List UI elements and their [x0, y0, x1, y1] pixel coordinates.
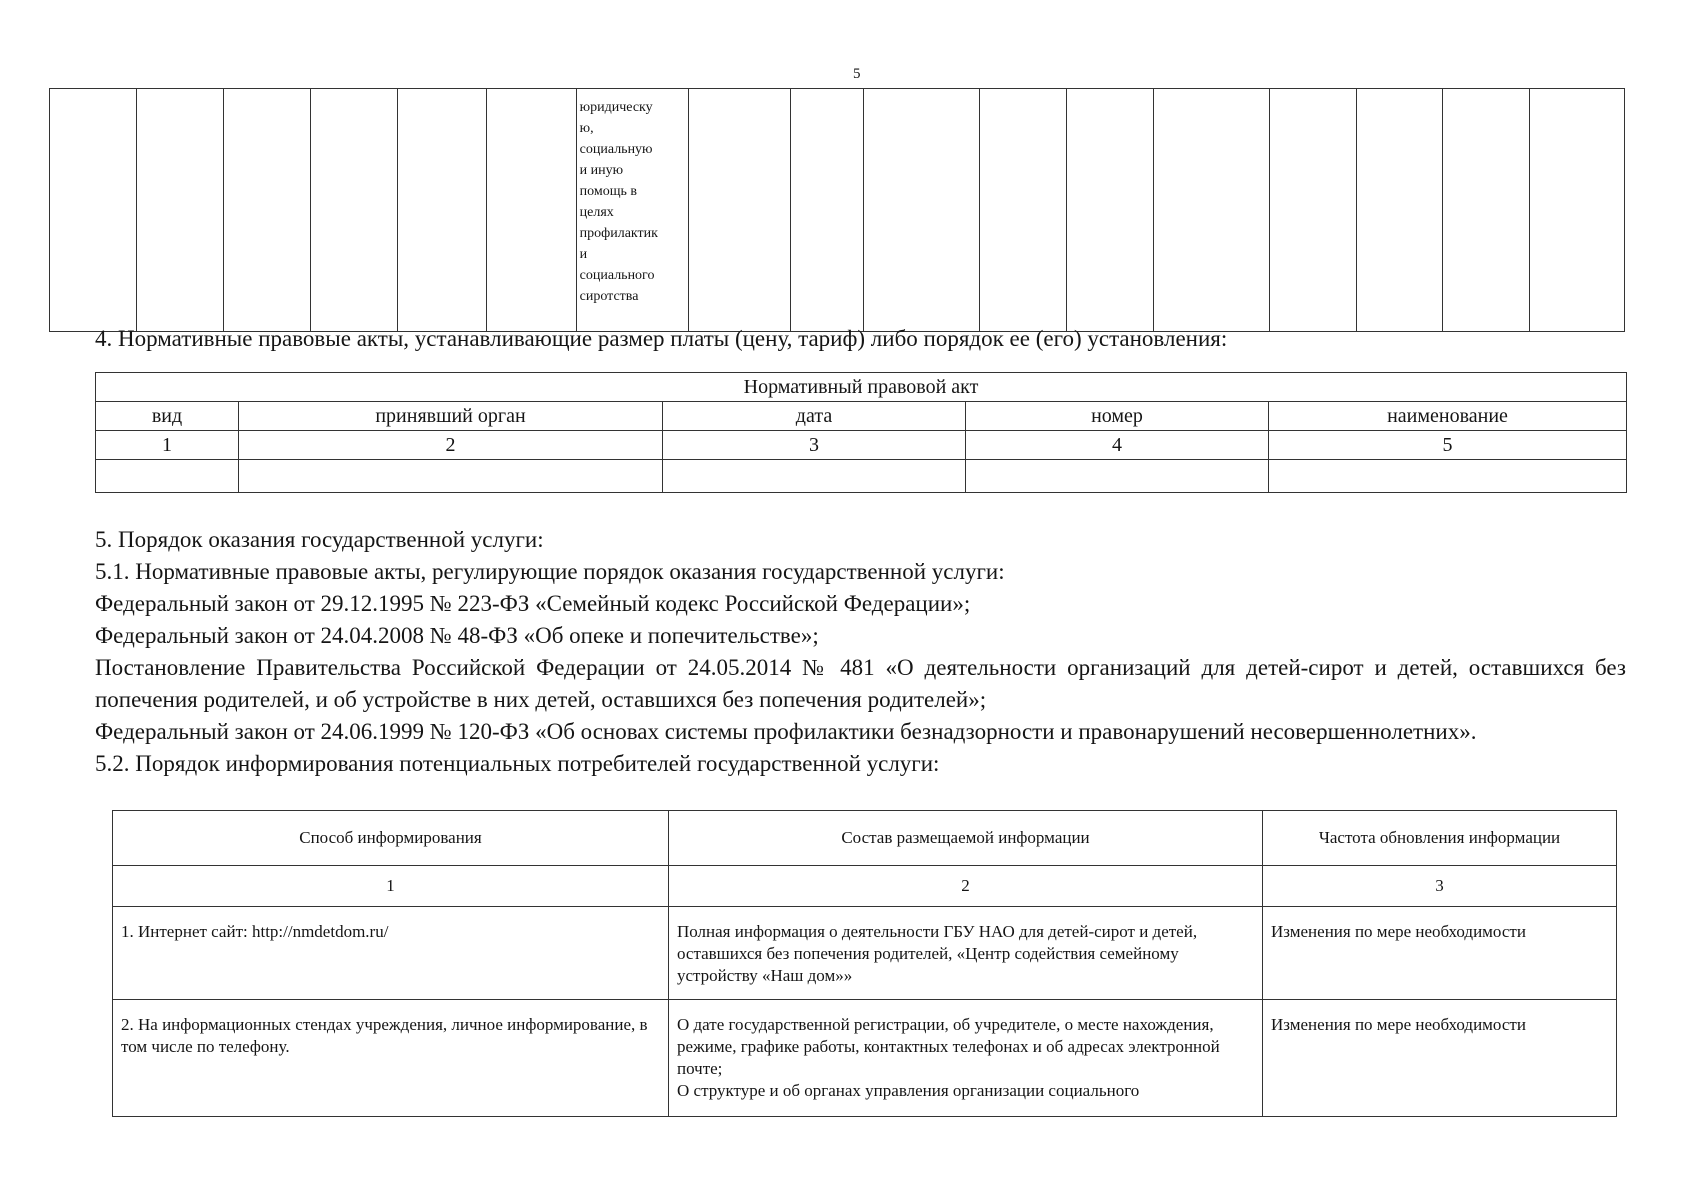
- column-number: 4: [966, 431, 1269, 460]
- empty-cell: [239, 460, 663, 493]
- column-header: вид: [96, 402, 239, 431]
- info-content: Полная информация о деятельности ГБУ НАО для детей-сирот и детей, оставшихся без попечения родителей, «Центр содействия семейному устройству «Наш дом»»: [669, 907, 1263, 1000]
- table-cell: [1067, 89, 1154, 332]
- table-cell: [1356, 89, 1442, 332]
- table-cell: [864, 89, 980, 332]
- column-header: Способ информирования: [113, 811, 669, 866]
- column-number: 3: [1263, 866, 1617, 907]
- empty-cell: [1269, 460, 1627, 493]
- column-header: Состав размещаемой информации: [669, 811, 1263, 866]
- empty-cell: [966, 460, 1269, 493]
- cell-line: профилактик: [579, 226, 658, 241]
- section-5-text: [95, 524, 1626, 780]
- cell-line: и иную: [579, 163, 624, 178]
- cell-line: целях: [579, 205, 614, 220]
- law-item: Федеральный закон от 24.06.1999 № 120-ФЗ «Об основах системы профилактики безнадзорности и правонарушений несовершеннолетних».: [95, 719, 1477, 744]
- column-header: номер: [966, 402, 1269, 431]
- section-5-1-heading: 5.1. Нормативные правовые акты, регулирующие порядок оказания государственной услуги:: [95, 559, 1005, 584]
- table-row: [113, 907, 1617, 1000]
- section-5-heading: 5. Порядок оказания государственной услуги:: [95, 527, 544, 552]
- service-description-cell: [576, 89, 688, 332]
- info-content: [669, 1000, 1263, 1117]
- info-content-line: О структуре и об органах управления организации социального: [677, 1081, 1140, 1100]
- column-header: Частота обновления информации: [1263, 811, 1617, 866]
- section-5-2-heading: 5.2. Порядок информирования потенциальных потребителей государственной услуги:: [95, 751, 940, 776]
- page-number: 5: [853, 66, 861, 82]
- normative-act-table: [95, 372, 1627, 493]
- column-number: 2: [239, 431, 663, 460]
- cell-line: социального: [579, 268, 655, 283]
- info-method: 1. Интернет сайт: http://nmdetdom.ru/: [113, 907, 669, 1000]
- table-cell: [137, 89, 224, 332]
- info-content-line: О дате государственной регистрации, об учредителе, о месте нахождения, режиме, графике работы, контактных телефонах и об адресах электронной почте;: [677, 1015, 1220, 1078]
- table-cell: [1442, 89, 1529, 332]
- law-item: Постановление Правительства Российской Федерации от 24.05.2014 № 481 «О деятельности организаций для детей-сирот и детей, оставшихся без попечения родителей, и об устройстве в них детей, оставшихся без попечения родителей»;: [95, 655, 1626, 712]
- information-table: [112, 810, 1617, 1117]
- table-cell: [688, 89, 790, 332]
- cell-line: сиротства: [579, 289, 639, 304]
- table-row: [113, 1000, 1617, 1117]
- table-cell: [398, 89, 486, 332]
- column-number: 5: [1269, 431, 1627, 460]
- info-frequency: Изменения по мере необходимости: [1263, 907, 1617, 1000]
- empty-cell: [663, 460, 966, 493]
- table-cell: [1269, 89, 1356, 332]
- info-method: 2. На информационных стендах учреждения, личное информирование, в том числе по телефону.: [113, 1000, 669, 1117]
- cell-line: юридическу: [579, 100, 653, 115]
- column-number: 1: [96, 431, 239, 460]
- law-item: Федеральный закон от 24.04.2008 № 48-ФЗ «Об опеке и попечительстве»;: [95, 623, 819, 648]
- info-frequency: Изменения по мере необходимости: [1263, 1000, 1617, 1117]
- table-cell: [50, 89, 137, 332]
- column-header: наименование: [1269, 402, 1627, 431]
- column-number: 3: [663, 431, 966, 460]
- table-cell: [790, 89, 863, 332]
- cell-line: ю,: [579, 121, 594, 136]
- column-number: 1: [113, 866, 669, 907]
- column-header: принявший орган: [239, 402, 663, 431]
- table-cell: [224, 89, 311, 332]
- table-cell: [486, 89, 576, 332]
- cell-line: социальную: [579, 142, 653, 157]
- table-cell: [1154, 89, 1269, 332]
- table-cell: [311, 89, 398, 332]
- table-cell: [1529, 89, 1624, 332]
- column-number: 2: [669, 866, 1263, 907]
- table-cell: [980, 89, 1067, 332]
- section-4-heading: 4. Нормативные правовые акты, устанавливающие размер платы (цену, тариф) либо порядок ее (его) установления:: [95, 326, 1228, 351]
- continuation-table: [49, 88, 1625, 332]
- cell-line: помощь в: [579, 184, 638, 199]
- column-header: дата: [663, 402, 966, 431]
- law-item: Федеральный закон от 29.12.1995 № 223-ФЗ «Семейный кодекс Российской Федерации»;: [95, 591, 971, 616]
- normative-act-title: Нормативный правовой акт: [96, 373, 1627, 402]
- empty-cell: [96, 460, 239, 493]
- cell-line: и: [579, 247, 588, 262]
